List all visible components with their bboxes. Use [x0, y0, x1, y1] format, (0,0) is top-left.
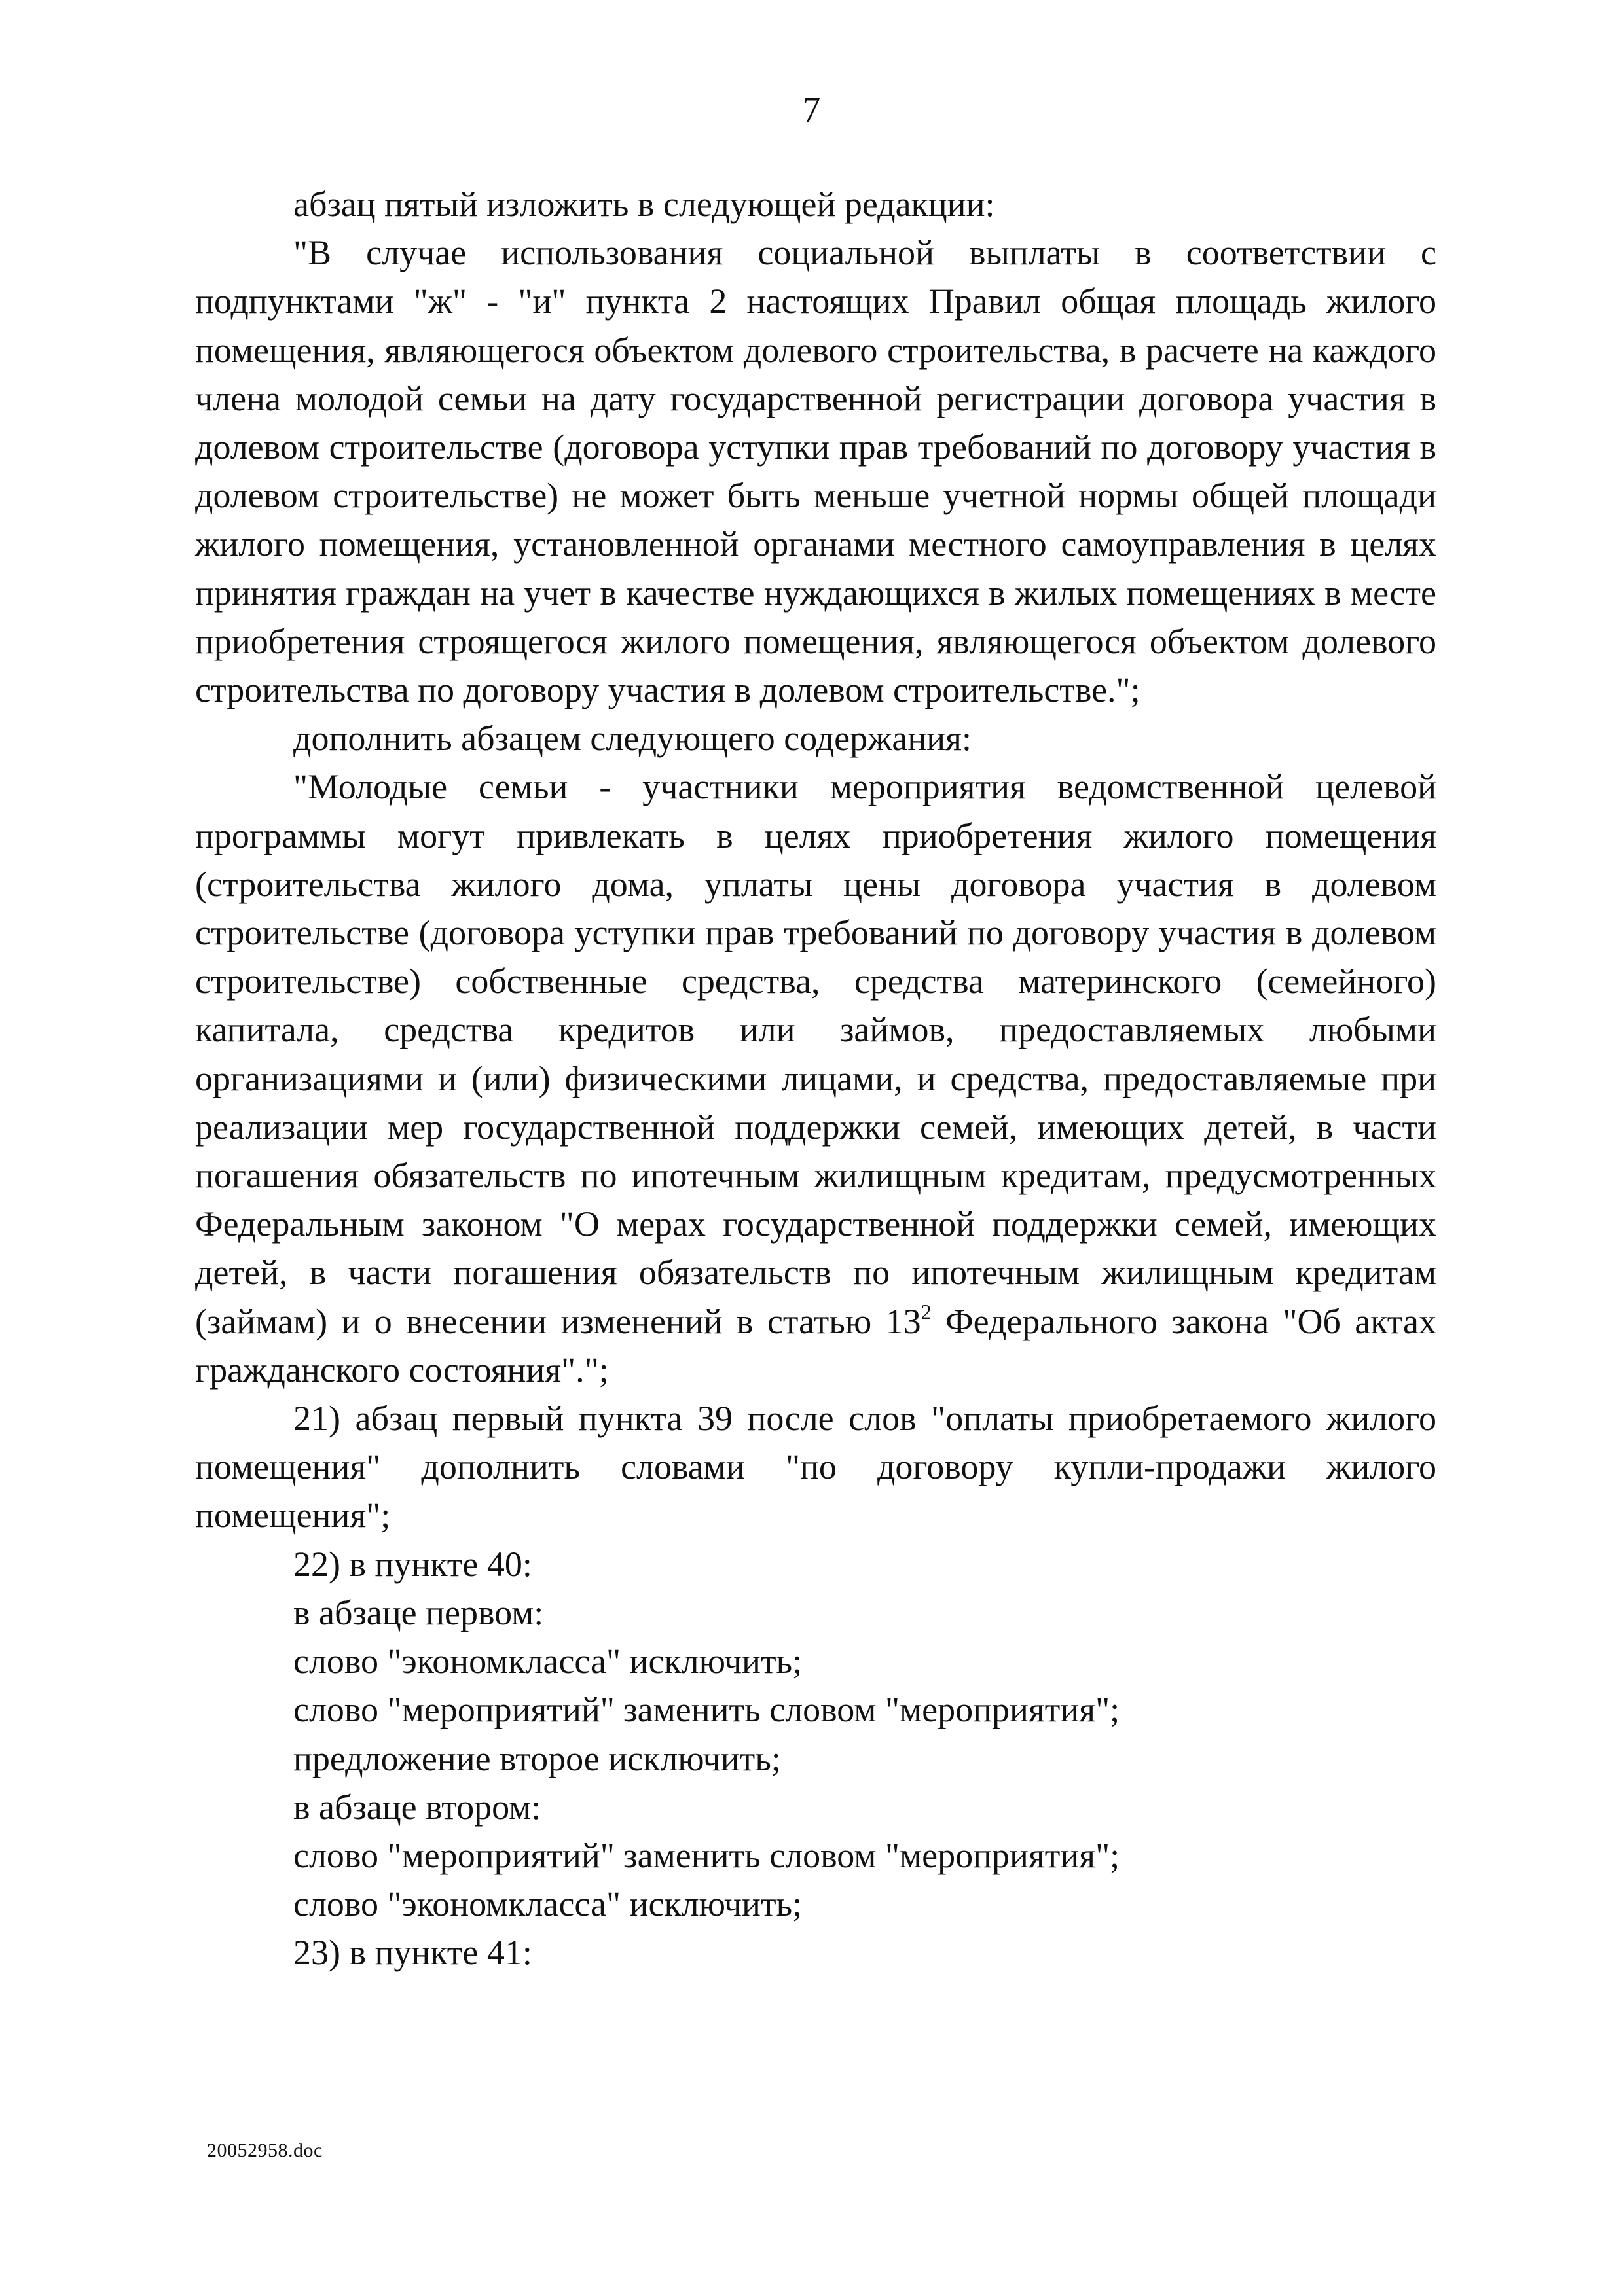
list-line: слово "мероприятий" заменить словом "мероприятия"; — [293, 1835, 1120, 1875]
list-line: в абзаце втором: — [293, 1787, 541, 1827]
footer-filename: 20052958.doc — [207, 2140, 323, 2161]
list-line: предложение второе исключить; — [293, 1738, 781, 1778]
list-line: слово "экономкласса" исключить; — [293, 1641, 803, 1681]
paragraph-intro: абзац пятый изложить в следующей редакции: — [293, 185, 995, 224]
item-22-heading: 22) в пункте 40: — [293, 1544, 532, 1584]
item-23-heading: 23) в пункте 41: — [293, 1933, 532, 1973]
list-line: слово "мероприятий" заменить словом "мероприятия"; — [293, 1690, 1120, 1730]
list-line: слово "экономкласса" исключить; — [293, 1884, 803, 1924]
paragraph-text: "Молодые семьи - участники мероприятия ведомственной целевой программы могут привлекать в целях приобретения жилого помещения (строительства жилого дома, уплаты цены договора участия в долевом строительстве (договора уступки прав требований по договору участия в долевом строительстве) собственные средства, средства материнского (семейного) капитала, средства кредитов или займов, предоставляемых любыми организациями и (или) физическими лицами, и средства, предоставляемые при реализации мер государственной поддержки семей, имеющих детей, в части погашения обязательств по ипотечным жилищным кредитам, предусмотренных Федеральным законом "О мерах государственной поддержки семей, имеющих детей, в части погашения обязательств по ипотечным жилищным кредитам (займам) и о внесении изменений в статью 13 — [195, 767, 1436, 1341]
paragraph-quote-social-payment: "В случае использования социальной выплаты в соответствии с подпунктами "ж" - "и" пункта 2 настоящих Правил общая площадь жилого помещения, являющегося объектом долевого строительства, в расчете на каждого члена молодой семьи на дату государственной регистрации договора участия в долевом строительстве (договора уступки прав требований по договору участия в долевом строительстве) не может быть меньше учетной нормы общей площади жилого помещения, установленной органами местного самоуправления в целях принятия граждан на учет в качестве нуждающихся в жилых помещениях в месте приобретения строящегося жилого помещения, являющегося объектом долевого строительства по договору участия в долевом строительстве."; — [195, 233, 1436, 710]
superscript: 2 — [921, 1299, 932, 1323]
paragraph-text: Федерального закона "Об актах гражданского состояния"."; — [195, 1301, 1437, 1390]
paragraph-quote-young-families — [195, 762, 1436, 1394]
paragraph-add-abzac: дополнить абзацем следующего содержания: — [293, 719, 972, 759]
page-number: 7 — [802, 90, 821, 130]
document-body — [195, 180, 1436, 1977]
paragraph-item-21: 21) абзац первый пункта 39 после слов "оплаты приобретаемого жилого помещения" дополнить словами "по договору купли-продажи жилого помещения"; — [195, 1399, 1436, 1535]
list-line: в абзаце первом: — [293, 1592, 544, 1632]
